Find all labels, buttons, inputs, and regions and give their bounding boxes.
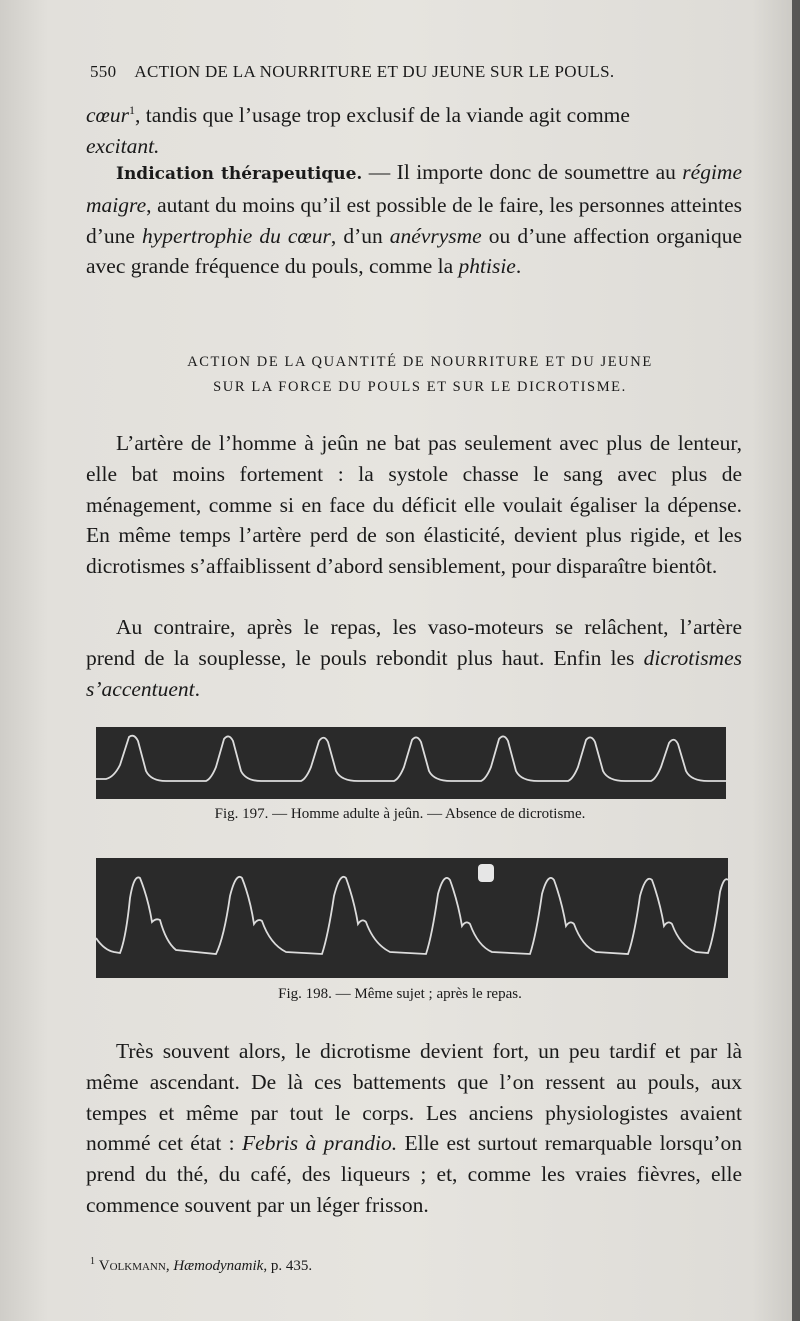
italic-term: régime maigre	[86, 160, 742, 217]
pulse-waveform	[96, 858, 728, 978]
paragraph-3: L’artère de l’homme à jeûn ne bat pas seulement avec plus de lenteur, elle bat moins fortement : la systole chasse le sang avec plus de ménagement, comme si en face du déficit elle voulait égaliser la dépense. En même temps l’artère perd de son élasticité, devient plus rigide, et les dicrotismes s’affaiblissent d’abord sensiblement, pour disparaître bientôt.	[86, 431, 742, 579]
paragraph-text: — Il importe donc de soumettre au	[362, 160, 683, 184]
footnote-mark: 1	[90, 1256, 95, 1267]
italic-word: cœur	[86, 103, 129, 128]
paragraph-text: , tandis que l’usage trop exclusif de la viande agit comme	[135, 103, 630, 128]
paragraph-text: Elle est surtout remarquable lorsqu’on prend du thé, du café, des liqueurs ; et, comme les vraies fièvres, elle commence souvent par un léger frisson.	[86, 1131, 742, 1217]
italic-term: hypertrophie du cœur	[142, 223, 331, 248]
figure-197-caption: Fig. 197. — Homme adulte à jeûn. — Absence de dicrotisme.	[214, 806, 586, 822]
italic-term: dicrotismes s’accentuent	[86, 645, 742, 701]
running-title: ACTION DE LA NOURRITURE ET DU JEUNE SUR LE POULS.	[134, 62, 615, 81]
footnote-page: , p. 435.	[263, 1258, 313, 1274]
pulse-tracing-fasting	[96, 727, 726, 799]
pulse-waveform	[96, 727, 726, 799]
pulse-tracing-after-meal	[96, 858, 728, 978]
paragraph-5	[86, 1036, 742, 1221]
italic-term: Febris à prandio.	[242, 1131, 398, 1156]
paragraph-text: , autant du moins qu’il est possible de le faire, les personnes atteintes d’une	[86, 192, 742, 248]
running-header	[90, 62, 750, 82]
paragraph-text: Au contraire, après le repas, les vaso-moteurs se relâchent, l’artère prend de la souplesse, le pouls rebondit plus haut. Enfin les	[86, 615, 742, 670]
paragraph-text: Très souvent alors, le dicrotisme devient fort, un peu tardif et par là même ascendant. De là ces battements que l’on ressent au pouls, aux tempes et même par tout le corps. Les anciens physiologistes avaient nommé cet état :	[86, 1039, 742, 1156]
section-title-line: ACTION DE LA QUANTITÉ DE NOURRITURE ET DU JEUNE	[187, 354, 653, 370]
paragraph-1	[86, 95, 742, 162]
italic-word: excitant.	[86, 133, 160, 158]
figure-198-caption: Fig. 198. — Même sujet ; après le repas.	[278, 986, 522, 1002]
ink-blot-mark	[478, 864, 494, 882]
paragraph-text: .	[194, 676, 201, 701]
paragraph-text: , d’un	[330, 223, 390, 248]
page-edge-shadow	[792, 0, 800, 1321]
italic-term: anévrysme	[389, 223, 482, 248]
footnote-author: Volkmann	[98, 1258, 166, 1274]
paragraph-text: ou d’une affection organique avec grande fréquence du pouls, comme la	[86, 223, 742, 279]
paragraph-4	[86, 612, 742, 704]
section-heading-inline: Indication thérapeutique.	[116, 164, 363, 184]
section-title-line: SUR LA FORCE DU POULS ET SUR LE DICROTISME.	[213, 379, 627, 395]
footnote-ref: 1	[129, 103, 135, 117]
footnote-separator: ,	[165, 1258, 174, 1274]
paragraph-text: .	[515, 254, 522, 279]
page-number: 550	[90, 62, 117, 81]
section-title	[100, 350, 740, 400]
paragraph-2	[86, 157, 742, 282]
italic-term: phtisie	[458, 254, 516, 279]
footnote	[90, 1256, 312, 1275]
footnote-work: Hæmodynamik	[173, 1258, 264, 1274]
